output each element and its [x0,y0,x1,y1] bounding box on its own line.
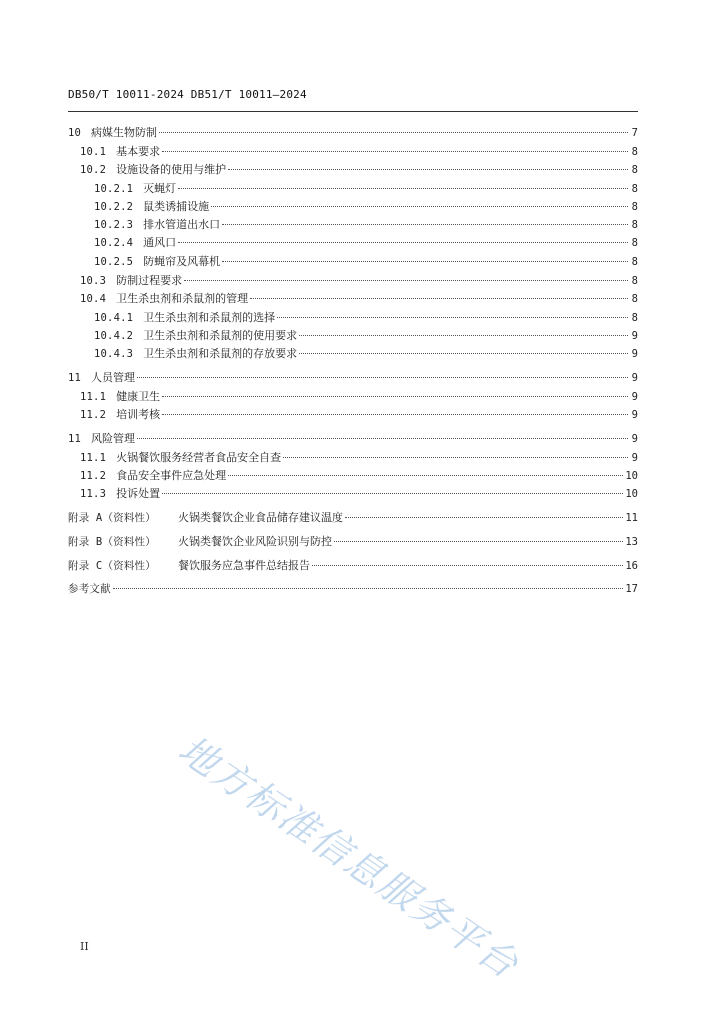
toc-title: 基本要求 [116,145,161,158]
dot-leader [178,242,628,243]
toc-title: 防制过程要求 [116,274,183,287]
toc-number: 10.2.2 [94,201,134,213]
toc-title: 通风口 [143,236,177,249]
toc-number: 附录 A（资料性） [68,512,156,524]
toc-number: 11.2 [80,470,107,482]
toc-page-number: 8 [631,183,638,195]
dot-leader [283,457,628,458]
toc-number: 10.2.1 [94,183,134,195]
toc-page-number: 8 [631,237,638,249]
standard-header: DB50/T 10011-2024 DB51/T 10011—2024 [68,88,307,101]
toc-title: 卫生杀虫剂和杀鼠剂的选择 [143,311,276,324]
toc-number: 11.3 [80,488,107,500]
toc-number: 10.4.3 [94,348,134,360]
toc-title: 卫生杀虫剂和杀鼠剂的存放要求 [143,347,298,360]
toc-page-number: 11 [625,512,638,524]
toc-entry[interactable] [68,406,638,424]
watermark: 地方标准信息服务平台 [170,727,527,988]
toc-title: 火锅餐饮服务经营者食品安全自查 [116,451,282,464]
toc-entry[interactable] [68,467,638,485]
toc-page-number: 9 [631,433,638,445]
dot-leader [250,298,628,299]
toc-number: 10.2.3 [94,219,134,231]
toc-page-number: 9 [631,372,638,384]
toc-number: 10.1 [80,146,107,158]
dot-leader [162,396,628,397]
toc-entry[interactable] [68,580,638,598]
toc-number: 10.2.4 [94,237,134,249]
toc-page-number: 9 [631,452,638,464]
toc-entry[interactable] [68,124,638,142]
toc-entry[interactable] [68,485,638,503]
dot-leader [184,280,628,281]
toc-number: 10.2 [80,164,107,176]
toc-page-number: 8 [631,293,638,305]
toc-page-number: 13 [625,536,638,548]
dot-leader [228,475,623,476]
toc-entry[interactable] [68,143,638,161]
toc-entry[interactable] [68,253,638,271]
toc-page-number: 8 [631,164,638,176]
toc-entry[interactable] [68,345,638,363]
toc-page-number: 8 [631,219,638,231]
dot-leader [162,493,623,494]
toc-number: 10.2.5 [94,256,134,268]
toc-title: 排水管道出水口 [143,218,221,231]
toc-page-number: 9 [631,348,638,360]
toc-page-number: 10 [625,470,638,482]
dot-leader [299,353,628,354]
toc-title: 投诉处置 [116,487,161,500]
toc-page-number: 8 [631,201,638,213]
dot-leader [222,261,628,262]
toc-page-number: 8 [631,312,638,324]
toc-page-number: 10 [625,488,638,500]
toc-entry[interactable] [68,509,638,527]
toc-title: 培训考核 [116,408,161,421]
toc-number: 10.4 [80,293,107,305]
toc-number: 11 [68,433,82,445]
dot-leader [162,151,628,152]
toc-number: 10.4.2 [94,330,134,342]
toc-number: 10.3 [80,275,107,287]
header-rule [68,111,638,112]
dot-leader [137,438,628,439]
toc-title: 卫生杀虫剂和杀鼠剂的使用要求 [143,329,298,342]
dot-leader [299,335,628,336]
toc-entry[interactable] [68,533,638,551]
toc-title: 灭蝇灯 [143,182,177,195]
toc-entry[interactable] [68,161,638,179]
toc-entry[interactable] [68,309,638,327]
dot-leader [178,188,628,189]
toc-page-number: 8 [631,146,638,158]
toc-entry[interactable] [68,388,638,406]
toc-number: 附录 B（资料性） [68,536,156,548]
dot-leader [211,206,628,207]
dot-leader [159,132,628,133]
dot-leader [137,377,628,378]
dot-leader [162,414,628,415]
toc-entry[interactable] [68,234,638,252]
toc-page-number: 16 [625,560,638,572]
toc-number: 11 [68,372,82,384]
toc-title: 鼠类诱捕设施 [143,200,210,213]
toc-entry[interactable] [68,449,638,467]
toc-title: 风险管理 [91,432,136,445]
toc-entry[interactable] [68,430,638,448]
toc-page-number: 8 [631,256,638,268]
toc-entry[interactable] [68,369,638,387]
toc-title: 食品安全事件应急处理 [116,469,227,482]
toc-page-number: 7 [631,127,638,139]
toc-title: 防蝇帘及风幕机 [143,255,221,268]
toc-entry[interactable] [68,327,638,345]
toc-entry[interactable] [68,290,638,308]
dot-leader [334,541,623,542]
dot-leader [345,517,623,518]
toc-title: 设施设备的使用与维护 [116,163,227,176]
toc-page-number: 8 [631,275,638,287]
toc-title: 火锅类餐饮企业食品储存建议温度 [177,511,343,524]
dot-leader [228,169,628,170]
page-number: II [80,940,89,953]
toc-entry[interactable] [68,198,638,216]
toc-entry[interactable] [68,180,638,198]
toc-title: 火锅类餐饮企业风险识别与防控 [177,535,332,548]
toc-page-number: 9 [631,409,638,421]
toc-title: 卫生杀虫剂和杀鼠剂的管理 [116,292,249,305]
toc-number: 附录 C（资料性） [68,560,156,572]
toc-number: 11.1 [80,452,107,464]
toc-page-number: 9 [631,330,638,342]
toc-number: 参考文献 [68,583,111,595]
toc-number: 10 [68,127,82,139]
toc-entry[interactable] [68,557,638,575]
toc-entry[interactable] [68,272,638,290]
dot-leader [113,588,624,589]
dot-leader [277,317,628,318]
toc-page-number: 17 [625,583,638,595]
toc-entry[interactable] [68,216,638,234]
toc-title: 餐饮服务应急事件总结报告 [177,559,310,572]
toc-number: 11.1 [80,391,107,403]
toc-title: 健康卫生 [116,390,161,403]
dot-leader [222,224,628,225]
toc-title: 病媒生物防制 [91,126,158,139]
dot-leader [312,565,623,566]
toc-page-number: 9 [631,391,638,403]
toc-number: 11.2 [80,409,107,421]
toc-number: 10.4.1 [94,312,134,324]
toc-title: 人员管理 [91,371,136,384]
